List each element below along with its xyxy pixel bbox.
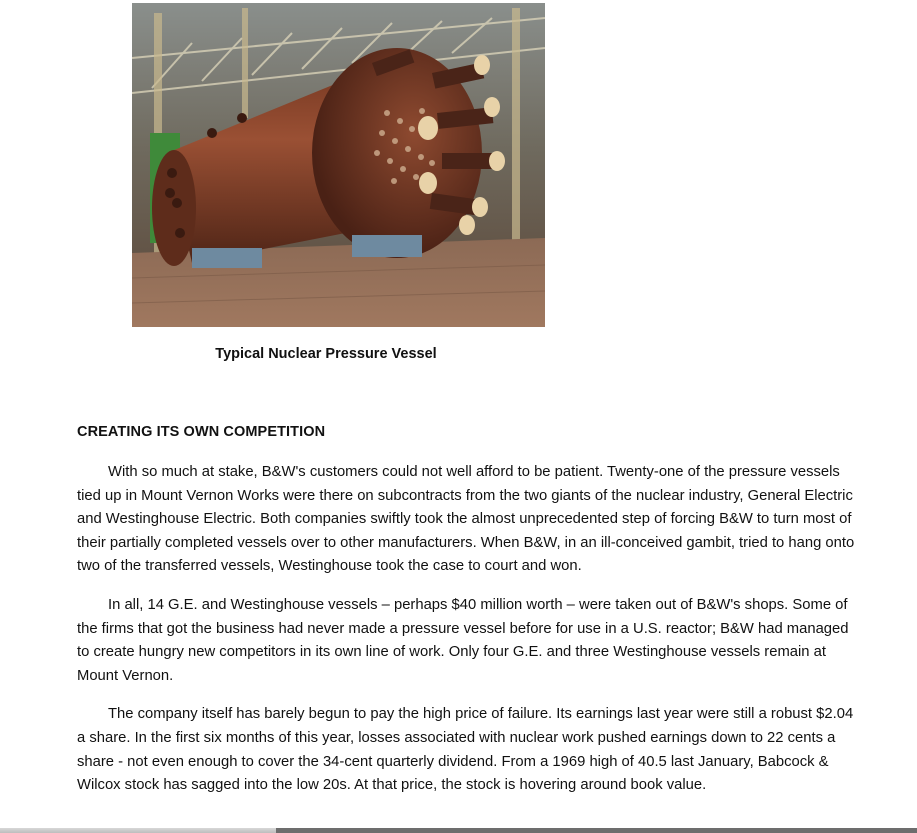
article-body	[77, 461, 857, 813]
pressure-vessel-photo	[132, 3, 545, 327]
figure-caption: Typical Nuclear Pressure Vessel	[215, 346, 437, 362]
paragraph: With so much at stake, B&W's customers could not well afford to be patient. Twenty-one of the pressure vessels tied up in Mount Vernon Works were there on subcontracts from the two giants of the nuclear industry, General Electric and Westinghouse Electric. Both companies swiftly took the almost unprecedented step of forcing B&W to turn most of their partially completed vessels over to other manufacturers. When B&W, in an ill-conceived gambit, tried to hang onto two of the transferred vessels, Westinghouse took the case to court and won.	[77, 464, 855, 575]
paragraph: In all, 14 G.E. and Westinghouse vessels – perhaps $40 million worth – were taken out of B&W's shops. Some of the firms that got the business had never made a pressure vessel before for use in a U.S. reactor; B&W had managed to create hungry new competitors in its own line of work. Only four G.E. and three Westinghouse vessels remain at Mount Vernon.	[77, 596, 849, 684]
page-bottom-shadow	[276, 828, 917, 833]
paragraph: The company itself has barely begun to pay the high price of failure. Its earnings last year were still a robust $2.04 a share. In the first six months of this year, losses associated with nuclear work pushed earnings down to 22 cents a share - not even enough to cover the 34-cent quarterly dividend. From a 1969 high of 40.5 last January, Babcock & Wilcox stock has sagged into the low 20s. At that price, the stock is hovering around book value.	[77, 706, 854, 794]
page-bottom-edge	[0, 828, 917, 833]
section-heading: CREATING ITS OWN COMPETITION	[77, 424, 326, 440]
